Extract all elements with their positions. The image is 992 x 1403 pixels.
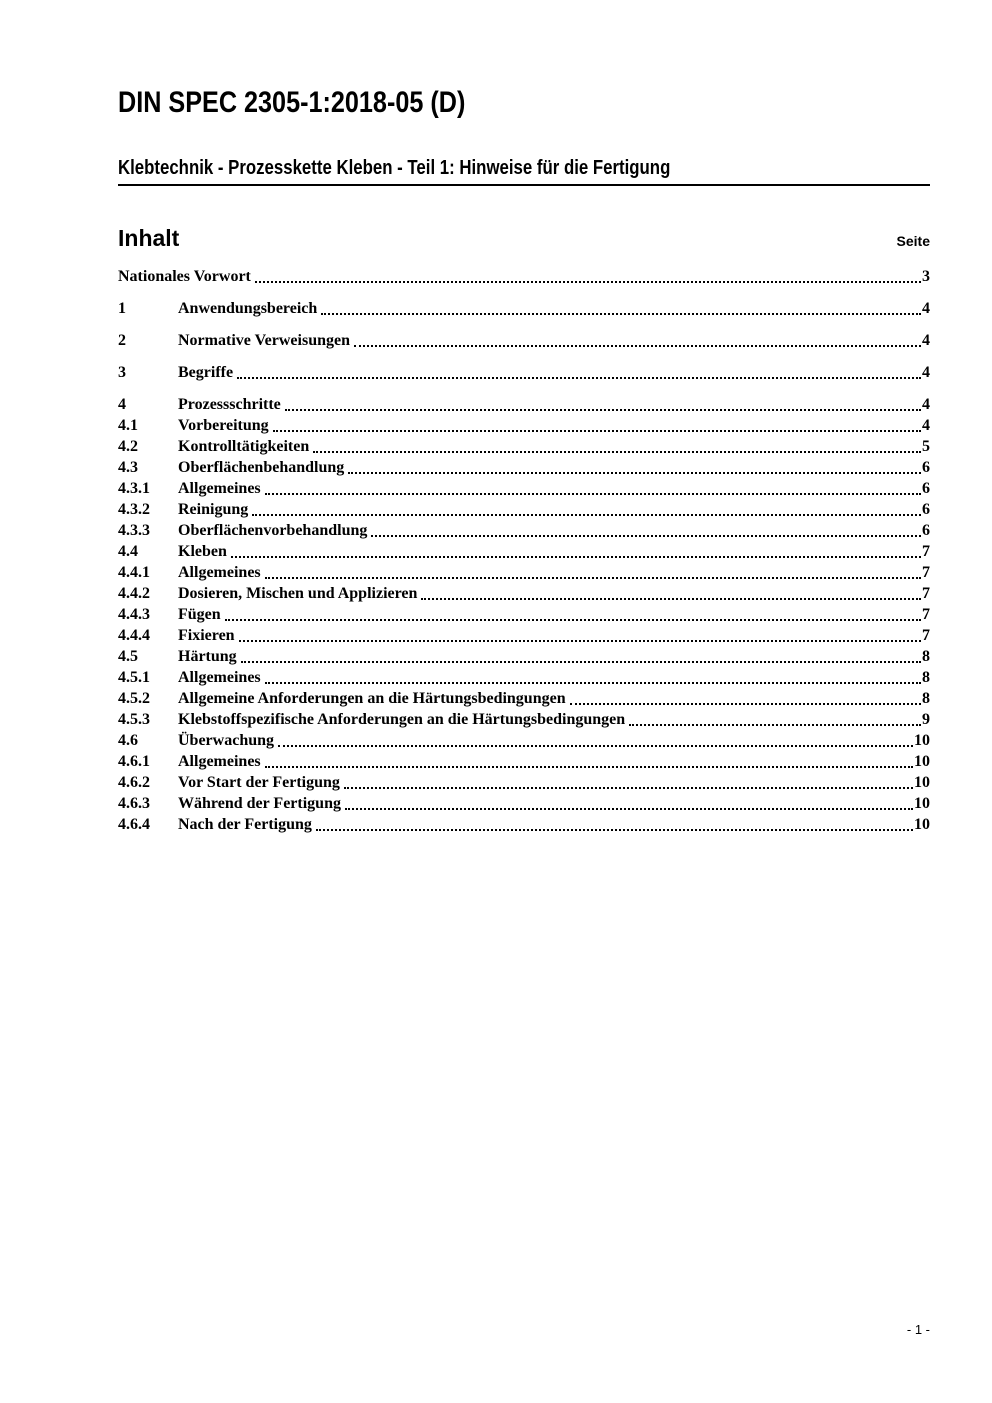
toc-entry[interactable] [118,415,930,436]
toc-entry[interactable] [118,583,930,604]
toc-entry-title: Allgemeines [178,753,261,770]
toc-leader-dots [237,377,921,379]
toc-leader-dots [265,577,921,579]
toc-leader-dots [278,745,913,747]
document-subtitle [118,156,930,186]
toc-entry[interactable] [118,457,930,478]
toc-entry-title: Während der Fertigung [178,795,341,812]
toc-entry-title: Allgemeines [178,669,261,686]
toc-leader-dots [265,766,913,768]
toc-entry-page: 4 [922,300,930,317]
toc-entry[interactable] [118,436,930,457]
toc-leader-dots [285,409,921,411]
toc-entry-title: Kontrolltätigkeiten [178,438,310,455]
toc-entry[interactable] [118,298,930,319]
toc-leader-dots [570,703,921,705]
toc-leader-dots [348,472,921,474]
toc-entry[interactable] [118,625,930,646]
toc-leader-dots [225,619,921,621]
toc-entry-number: 4.5.3 [118,711,150,728]
toc-leader-dots [252,514,921,516]
toc-entry-number: 4.3.2 [118,501,150,518]
toc-entry[interactable] [118,541,930,562]
toc-entry-number: 4.2 [118,438,138,455]
toc-entry-title: Überwachung [178,732,275,749]
toc-entry-title: Oberflächenbehandlung [178,459,345,476]
toc-entry-title: Vorbereitung [178,417,269,434]
toc-leader-dots [344,787,913,789]
toc-entry-page: 4 [922,364,930,381]
toc-leader-dots [265,493,921,495]
toc-entry[interactable] [118,772,930,793]
toc-leader-dots [354,345,921,347]
toc-header [118,224,930,252]
toc-entry[interactable] [118,709,930,730]
document-title-text: DIN SPEC 2305-1:2018-05 (D) [118,86,466,119]
toc-entry-title: Prozessschritte [178,396,281,413]
toc-entry-number: 4.4.2 [118,585,150,602]
toc-entry-number: 4.6.3 [118,795,150,812]
toc-entry-title: Fixieren [178,627,235,644]
toc-entry-number: 4 [118,396,126,413]
toc-entry-number: 3 [118,364,126,381]
toc-entry-number: 4.6.4 [118,816,150,833]
toc-entry-title: Klebstoffspezifische Anforderungen an die Härtungsbedingungen [178,711,626,728]
toc-entry[interactable] [118,793,930,814]
page-footer-number: - 1 - [906,1322,930,1337]
toc-entry-number: 4.5 [118,648,138,665]
toc-entry-page: 6 [922,501,930,518]
toc-entry-number: 4.5.2 [118,690,150,707]
toc-entry[interactable] [118,814,930,835]
toc-leader-dots [273,430,921,432]
toc-entry-page: 9 [922,711,930,728]
toc-entry-page: 7 [922,606,930,623]
toc-leader-dots [241,661,921,663]
toc-entry-page: 7 [922,627,930,644]
toc-entry[interactable] [118,604,930,625]
toc-heading: Inhalt [118,225,180,251]
toc-entry-page: 10 [914,795,930,812]
toc-entry-page: 3 [922,268,930,285]
page-content [118,0,930,835]
toc-entry[interactable] [118,688,930,709]
toc-entry-page: 8 [922,690,930,707]
toc-leader-dots [313,451,921,453]
toc-entry-title: Begriffe [178,364,234,381]
toc-entry-title: Dosieren, Mischen und Applizieren [178,585,418,602]
toc-leader-dots [371,535,921,537]
document-title [118,86,930,120]
toc-entry-page: 5 [922,438,930,455]
toc-entry-number: 4.5.1 [118,669,150,686]
toc-entry-title: Nach der Fertigung [178,816,312,833]
toc-entry-page: 8 [922,669,930,686]
toc-entry[interactable] [118,730,930,751]
toc-entry[interactable] [118,751,930,772]
toc-entry[interactable] [118,667,930,688]
toc-leader-dots [231,556,921,558]
toc-entry-page: 8 [922,648,930,665]
toc-entry-title: Anwendungsbereich [178,300,318,317]
toc-entry-title: Nationales Vorwort [118,268,251,285]
toc-entry-page: 10 [914,732,930,749]
toc-leader-dots [255,281,921,283]
toc-entry-number: 4.3.3 [118,522,150,539]
toc-entry-title: Oberflächenvorbehandlung [178,522,368,539]
toc-entry-page: 7 [922,564,930,581]
toc-entry[interactable] [118,520,930,541]
document-subtitle-text: Klebtechnik - Prozesskette Kleben - Teil 1: Hinweise für die Fertigung [118,157,671,179]
toc-entry[interactable] [118,362,930,383]
toc-entry[interactable] [118,478,930,499]
toc-entry-title: Allgemeine Anforderungen an die Härtungsbedingungen [178,690,566,707]
toc-entry-page: 4 [922,417,930,434]
toc-leader-dots [345,808,913,810]
toc-entry-number: 4.6.1 [118,753,150,770]
toc-entry[interactable] [118,266,930,287]
toc-entry-title: Vor Start der Fertigung [178,774,340,791]
toc-entry-number: 4.6.2 [118,774,150,791]
toc-entry-page: 10 [914,774,930,791]
toc-entry[interactable] [118,562,930,583]
toc-entry[interactable] [118,394,930,415]
toc-entry-page: 6 [922,459,930,476]
toc-leader-dots [321,313,921,315]
toc-entry-number: 4.3.1 [118,480,150,497]
toc-entry-page: 6 [922,522,930,539]
toc-entry-title: Allgemeines [178,480,261,497]
toc-entry-title: Härtung [178,648,237,665]
toc-leader-dots [629,724,921,726]
toc-leader-dots [421,598,921,600]
toc-entry-title: Fügen [178,606,221,623]
toc-entry-number: 4.3 [118,459,138,476]
toc-page-column-label: Seite [896,233,930,249]
toc-entry-page: 7 [922,585,930,602]
toc-leader-dots [265,682,921,684]
toc-entry-title: Reinigung [178,501,249,518]
toc-entry-number: 4.4.3 [118,606,150,623]
toc-entry-page: 6 [922,480,930,497]
toc-entry-number: 4.4 [118,543,138,560]
toc-entry-page: 4 [922,332,930,349]
toc-leader-dots [239,640,921,642]
toc-entry-title: Kleben [178,543,227,560]
toc-entry[interactable] [118,499,930,520]
toc-entry[interactable] [118,330,930,351]
toc-entry-title: Allgemeines [178,564,261,581]
toc-entry-number: 4.1 [118,417,138,434]
toc-entry-page: 7 [922,543,930,560]
toc-entry-page: 10 [914,753,930,770]
toc-leader-dots [316,829,913,831]
toc-entry-page: 10 [914,816,930,833]
toc-entry-number: 4.4.1 [118,564,150,581]
toc-entry-number: 2 [118,332,126,349]
toc-entry-number: 4.4.4 [118,627,150,644]
toc-entry-title: Normative Verweisungen [178,332,350,349]
toc-entry-page: 4 [922,396,930,413]
toc-entry-number: 1 [118,300,126,317]
toc-list [118,266,930,835]
toc-entry-number: 4.6 [118,732,138,749]
toc-entry[interactable] [118,646,930,667]
